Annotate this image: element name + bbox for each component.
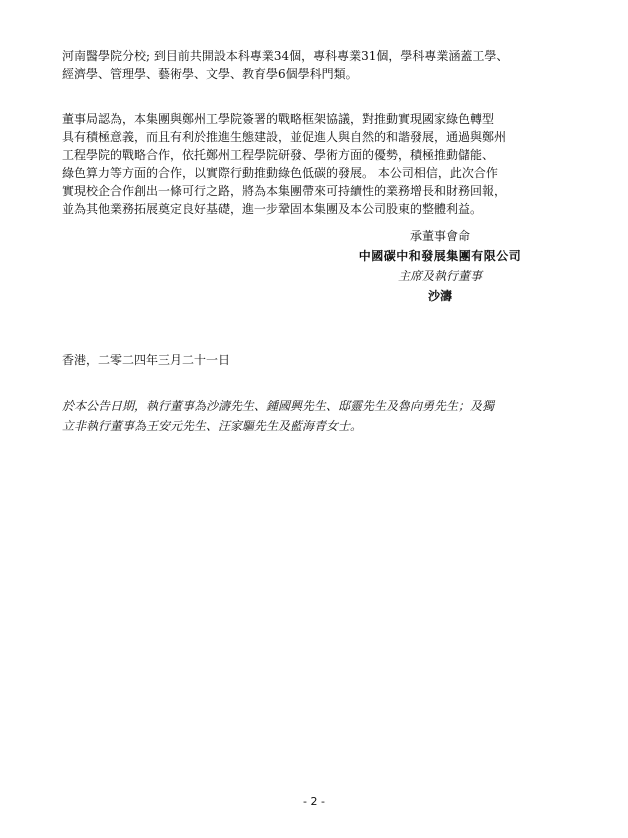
paragraph-line: 河南醫學院分校; 到目前共開設本科專業34個，專科專業31個，學科專業涵蓋工學、	[62, 49, 509, 63]
paragraph-line: 並為其他業務拓展奠定良好基礎，進一步鞏固本集團及本公司股東的整體利益。	[62, 202, 483, 216]
paragraph-line: 工程學院的戰略合作，依托鄭州工程學院研發、學術方面的優勢，積極推動儲能、	[62, 148, 495, 162]
directors-line: 於本公告日期，執行董事為沙濤先生、鍾國興先生、邸靈先生及魯向勇先生；及獨	[62, 399, 495, 413]
page-number: - 2 -	[303, 795, 325, 808]
signature-title: 主席及執行董事	[397, 269, 482, 283]
directors-statement	[62, 396, 562, 436]
paragraph-line: 綠色算力等方面的合作，以實際行動推動綠色低碳的發展。 本公司相信，此次合作	[62, 166, 498, 180]
signature-name: 沙濤	[427, 289, 452, 303]
paragraph-line: 具有積極意義，而且有利於推進生態建設，並促進人與自然的和諧發展，通過與鄭州	[62, 130, 507, 144]
signature-by-order: 承董事會命	[409, 229, 470, 243]
paragraph-line: 經濟學、管理學、藝術學、文學、教育學6個學科門類。	[62, 67, 358, 81]
directors-line: 立非執行董事為王安元先生、汪家驅先生及藍海青女士。	[62, 419, 363, 433]
date-line: 香港，二零二四年三月二十一日	[62, 353, 231, 367]
paragraph-board-opinion	[62, 110, 562, 218]
paragraph-school-info	[62, 47, 562, 83]
paragraph-line: 實現校企合作創出一條可行之路，將為本集團帶來可持續性的業務增長和財務回報，	[62, 184, 507, 198]
signature-company: 中國碳中和發展集團有限公司	[358, 249, 522, 263]
paragraph-line: 董事局認為，本集團與鄭州工學院簽署的戰略框架協議，對推動實現國家綠色轉型	[62, 112, 495, 126]
